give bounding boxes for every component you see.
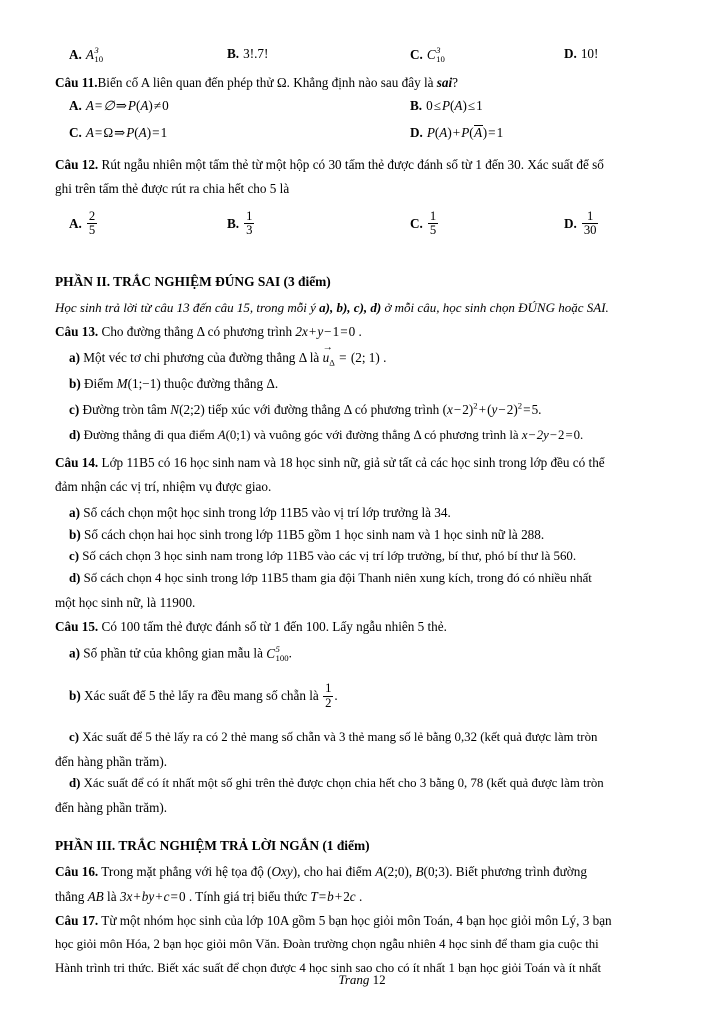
cau11-option-d-label: D. <box>410 125 423 141</box>
q10-option-b-value: 3!.7! <box>243 46 269 61</box>
cau16-number: Câu 16. <box>55 864 99 880</box>
cau13-item-b: b) Điểm M(1;−1) thuộc đường thẳng Δ. <box>69 376 279 392</box>
cau12-stem-line1 <box>55 158 668 171</box>
cau15-item-c-text-2: đến hàng phần trăm). <box>55 754 168 770</box>
q10-option-d-label: D. <box>564 46 577 61</box>
cau11-number: Câu 11. <box>55 75 98 90</box>
cau11-option-c-value: A=Ω⇒P(A)=1 <box>85 125 168 141</box>
cau15-item-c-line1 <box>55 731 668 744</box>
cau15-item-d-label: d) <box>69 776 81 791</box>
cau14-item-c <box>55 550 668 563</box>
q10-option-a-label: A. <box>69 46 82 62</box>
cau14-item-a-text: Số cách chọn một học sinh trong lớp 11B5 vào vị trí lớp trưởng là 34. <box>83 504 451 520</box>
cau15-item-a-sub: 100 <box>275 653 289 664</box>
q10-option-d-value: 10! <box>580 46 599 61</box>
cau12-option-a-fraction <box>87 210 97 238</box>
cau11-emph: sai <box>436 75 453 90</box>
cau15-item-b-fraction <box>323 682 333 710</box>
q10-option-c[interactable] <box>410 46 445 64</box>
cau12-option-d-den: 30 <box>583 223 597 238</box>
cau15-item-a <box>55 645 668 663</box>
cau15-item-c-line2 <box>55 755 668 768</box>
cau13-item-b-label: b) <box>69 376 81 392</box>
cau12-option-c-label: C. <box>410 215 423 231</box>
cau12-stem-line2 <box>55 182 668 195</box>
cau11-options-row-2 <box>55 125 668 158</box>
phan2-instruction-2: ở mỗi câu, học sinh chọn ĐÚNG hoặc SAI. <box>381 299 609 315</box>
cau17-line2 <box>55 938 668 951</box>
cau12-option-c-num: 1 <box>429 208 437 223</box>
q10-option-a[interactable] <box>69 46 103 64</box>
page-footer-label: Trang <box>338 972 370 987</box>
cau15-item-c-label: c) <box>69 730 79 745</box>
cau15-item-a-text-after: . <box>288 645 292 661</box>
phan2-instruction <box>55 301 668 314</box>
q10-option-b[interactable] <box>227 46 268 62</box>
cau15-stem-text: Có 100 tấm thẻ được đánh số từ 1 đến 100. Lấy ngẫu nhiên 5 thẻ. <box>101 618 447 634</box>
page-number: 12 <box>372 972 386 987</box>
q10-option-c-value: C 3 10 <box>426 45 445 64</box>
phan2-heading: PHẦN II. TRẮC NGHIỆM ĐÚNG SAI (3 điểm) <box>55 273 331 289</box>
cau12-number: Câu 12. <box>55 157 99 173</box>
cau11-option-d[interactable] <box>410 125 503 141</box>
cau14-item-d-text-1: Số cách chọn 4 học sinh trong lớp 11B5 tham gia đội Thanh niên xung kích, trong đó có nhiều nhất <box>83 570 592 585</box>
cau13-item-d-label: d) <box>69 428 81 443</box>
cau14-item-a-label: a) <box>69 504 80 520</box>
phan2-instruction-1: Học sinh trả lời từ câu 13 đến câu 15, trong mỗi ý <box>55 299 320 315</box>
cau12-option-d[interactable] <box>564 210 599 238</box>
cau12-option-c[interactable] <box>410 210 439 238</box>
cau16-line2: thẳng AB là 3x+by+c=0 . Tính giá trị biểu thức T=b+2c . <box>55 888 363 904</box>
q10-option-c-label: C. <box>410 46 423 62</box>
cau12-option-b-den: 3 <box>246 223 253 238</box>
cau11-omega: Ω <box>276 75 287 90</box>
cau11-option-c-label: C. <box>69 125 82 141</box>
cau15-item-d-line1 <box>55 777 668 790</box>
q10-option-b-label: B. <box>227 46 240 61</box>
cau15-item-a-text-before: Số phần tử của không gian mẫu là <box>83 645 267 661</box>
cau14-item-b <box>55 528 668 541</box>
q10-option-d[interactable] <box>564 46 598 62</box>
cau15-item-b-text-before: Xác suất để 5 thẻ lấy ra đều mang số chẵn là <box>84 688 323 704</box>
q10-option-a-value: A 3 10 <box>85 45 104 64</box>
cau17-text-1: Từ một nhóm học sinh của lớp 10A gồm 5 bạn học giỏi môn Toán, 4 bạn học giỏi môn Lý, 3 bạn <box>101 912 612 928</box>
cau11-options-row-1 <box>55 98 668 125</box>
cau15-item-d-text-2: đến hàng phần trăm). <box>55 800 168 816</box>
cau12-option-d-label: D. <box>564 215 577 231</box>
cau14-item-d-line1 <box>55 572 668 585</box>
cau11-stem-after: . Khẳng định nào sau đây là <box>286 75 437 90</box>
cau15-item-a-base: C <box>266 645 276 661</box>
cau14-stem-1: Lớp 11B5 có 16 học sinh nam và 18 học sinh nữ, giả sử tất cả các học sinh trong lớp đều có thể <box>101 455 605 471</box>
cau14-stem-2: đảm nhận các vị trí, nhiệm vụ được giao. <box>55 479 272 495</box>
cau12-option-a-label: A. <box>69 215 82 231</box>
cau14-item-c-text: Số cách chọn 3 học sinh nam trong lớp 11B5 vào các vị trí lớp trưởng, bí thư, phó bí thư là 560. <box>82 549 577 564</box>
cau14-item-b-label: b) <box>69 526 81 542</box>
cau13-number: Câu 13. <box>55 323 99 339</box>
cau16-line1: Câu 16. Trong mặt phẳng với hệ tọa độ (Oxy), cho hai điểm A(2;0), B(0;3). Biết phương trình đường <box>55 864 587 880</box>
cau15-stem <box>55 620 668 633</box>
cau14-item-c-label: c) <box>69 549 80 564</box>
cau11-option-a-label: A. <box>69 98 82 114</box>
cau11-stem-before: Biến cố A liên quan đến phép thử <box>97 75 277 90</box>
cau11-stem <box>55 76 668 89</box>
cau13-item-c-label: c) <box>69 402 80 418</box>
cau17-number: Câu 17. <box>55 912 99 928</box>
cau11-option-d-value: P(A)+P(A)=1 <box>426 125 504 141</box>
cau15-item-b-den: 2 <box>325 695 332 710</box>
q10-options-row <box>55 46 668 76</box>
cau12-option-b-label: B. <box>227 215 240 231</box>
cau12-option-c-den: 5 <box>429 223 437 238</box>
cau11-option-a-value: A=∅⇒P(A)≠0 <box>85 98 169 114</box>
cau15-item-b-text-after: . <box>334 688 338 704</box>
cau13-item-d: d) Đường thẳng đi qua điểm A(0;1) và vuông góc với đường thẳng Δ có phương trình là x−2y−2=0. <box>69 428 584 443</box>
cau17-text-2: học giỏi môn Hóa, 2 bạn học giỏi môn Văn. Đoàn trường chọn ngẫu nhiên 4 học sinh để tham gia cuộc thi <box>55 936 599 951</box>
cau13-item-a: a) Một véc tơ chi phương của đường thẳng Δ là $u \to_\Delta = (2$; 1) . <box>55 351 668 364</box>
cau11-option-c[interactable] <box>69 125 167 141</box>
cau15-item-b <box>55 682 668 710</box>
cau15-item-a-math <box>266 644 289 664</box>
page-footer <box>0 972 724 988</box>
cau15-number: Câu 15. <box>55 618 99 634</box>
cau17-text-3: Hành trình tri thức. Biết xác suất để chọn được 4 học sinh sao cho có ít nhất 1 bạn học giỏi Toán và ít nhất <box>55 960 602 975</box>
cau14-item-d-label: d) <box>69 570 81 585</box>
cau12-option-a-den: 5 <box>88 223 96 238</box>
cau15-item-a-sup: 5 <box>275 644 280 655</box>
cau12-option-c-fraction <box>428 210 438 238</box>
cau12-option-b[interactable] <box>227 210 255 238</box>
page-content <box>55 46 668 975</box>
cau12-option-a[interactable] <box>69 210 98 238</box>
cau12-option-d-fraction <box>582 210 599 238</box>
cau15-item-b-num: 1 <box>325 680 332 695</box>
cau12-option-b-num: 1 <box>246 208 253 223</box>
phan3-heading: PHẦN III. TRẮC NGHIỆM TRẢ LỜI NGẮN (1 điểm) <box>55 838 370 854</box>
cau15-item-b-label: b) <box>69 688 81 704</box>
cau14-item-a <box>55 506 668 519</box>
cau14-item-b-text: Số cách chọn hai học sinh trong lớp 11B5 gồm 1 học sinh nam và 1 học sinh nữ là 288. <box>84 526 545 542</box>
cau15-item-d-line2 <box>55 801 668 814</box>
cau11-option-b-value: 0≤P(A)≤1 <box>426 98 483 114</box>
cau11-stem-end: ? <box>452 75 459 90</box>
cau11-option-b[interactable] <box>410 98 483 114</box>
cau12-text-1: Rút ngẫu nhiên một tấm thẻ từ một hộp có 30 tấm thẻ được đánh số từ 1 đến 30. Xác suất để số <box>101 157 604 173</box>
cau14-number: Câu 14. <box>55 455 99 471</box>
cau11-option-a[interactable] <box>69 98 169 114</box>
cau15-item-a-label: a) <box>69 645 80 661</box>
cau14-item-d-text-2: một học sinh nữ, là 11900. <box>55 594 196 610</box>
cau13-item-a-label: a) <box>69 349 80 365</box>
cau15-item-d-text-1: Xác suất để có ít nhất một số ghi trên thẻ được chọn chia hết cho 3 bằng 0, 78 (kết quả được làm tròn <box>83 776 604 791</box>
cau14-item-d-line2 <box>55 596 668 609</box>
cau12-option-d-num: 1 <box>586 208 594 223</box>
phan2-instruction-bold: a), b), c), d) <box>319 299 382 315</box>
cau12-option-a-num: 2 <box>88 208 96 223</box>
cau12-text-2: ghi trên tấm thẻ được rút ra chia hết cho 5 là <box>55 181 290 197</box>
cau12-options-row <box>55 210 668 252</box>
cau14-stem-line1 <box>55 456 668 469</box>
cau14-stem-line2 <box>55 480 668 493</box>
cau13-item-c: c) Đường tròn tâm N(2;2) tiếp xúc với đường thẳng Δ có phương trình $(x-2)^2+(y-2)^2=5$. <box>69 400 542 418</box>
cau11-option-b-label: B. <box>410 98 423 114</box>
cau12-option-b-fraction <box>244 210 254 238</box>
cau15-item-c-text-1: Xác suất để 5 thẻ lấy ra có 2 thẻ mang số chẵn và 3 thẻ mang số lẻ bằng 0,32 (kết quả được làm tròn <box>82 730 598 745</box>
cau13-stem: Câu 13. Cho đường thẳng Δ có phương trình 2x+y−1=0 . <box>55 323 362 339</box>
cau17-line1 <box>55 914 668 927</box>
